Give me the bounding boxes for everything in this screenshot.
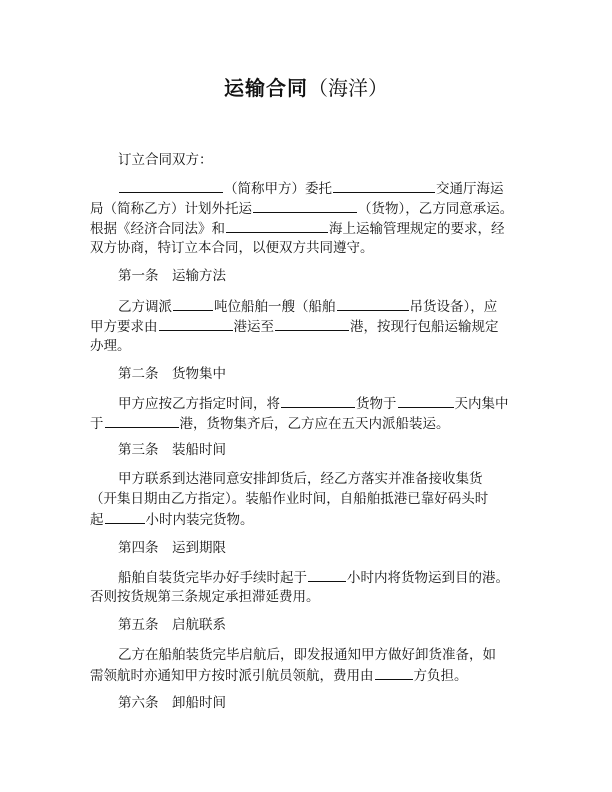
text: 海上运输管理规定的要求，经 [329,221,505,237]
article-3-heading [118,440,226,460]
title-sub: （海洋） [308,76,388,100]
intro-line [118,150,213,170]
article-2-heading [118,364,226,384]
document-title [0,76,612,100]
text: 根据《经济合同法》和 [90,221,225,237]
art3-line2 [90,489,488,509]
text: 天内集中 [454,396,509,412]
article-5-heading [118,615,226,635]
intro-text: 订立合同双方： [118,152,213,168]
blank-entrust [333,178,435,193]
p1-line2 [90,198,513,219]
art1-line2 [90,316,499,337]
blank-goods [253,198,357,213]
p1-line3 [90,218,505,239]
text: 需领航时亦通知甲方按时派引航员领航，费用由 [90,668,374,684]
heading-text: 第二条 货物集中 [118,366,226,382]
text: 乙方在船舶装货完毕启航后，即发报通知甲方做好卸货准备，如 [118,647,496,663]
heading-text: 第四条 运到期限 [118,540,226,556]
text: 吊货设备），应 [409,299,498,315]
text: 起 [90,512,104,528]
text: 港运至 [233,319,274,335]
blank-port [105,413,179,428]
blank-ship [337,296,409,311]
blank-days [398,393,454,408]
blank-hours [105,509,145,524]
text: 港，货物集齐后，乙方应在五天内派船装运。 [179,416,450,432]
text: （开集日期由乙方指定）。装船作业时间，自船舶抵港已靠好码头时 [90,491,489,507]
text: 小时内将货物运到目的港。 [347,570,509,586]
text: 办理。 [90,338,131,354]
text: （货物），乙方同意承运。 [358,201,514,217]
art2-line1 [118,393,509,414]
text: 乙方调派 [118,299,172,315]
blank-regulation [226,218,328,233]
art1-line3 [90,336,131,356]
art5-line2 [90,665,468,686]
blank-payer [375,665,413,680]
art3-line3 [90,509,254,530]
art4-line2 [90,587,320,607]
p1-line4 [90,238,374,258]
art5-line1 [118,645,496,665]
blank-party-a [119,178,223,193]
text: （简称甲方）委托 [224,181,332,197]
heading-text: 第一条 运输方法 [118,268,226,284]
article-4-heading [118,538,226,558]
heading-text: 第三条 装船时间 [118,442,226,458]
text: 方负担。 [413,668,468,684]
blank-cargo [281,393,355,408]
text: 交通厅海运 [436,181,504,197]
art3-line1 [118,469,483,489]
text: 甲方联系到达港同意安排卸货后，经乙方落实并准备接收集货 [118,471,483,487]
text: 甲方要求由 [90,319,158,335]
article-6-heading [118,693,226,713]
title-main: 运输合同 [224,76,308,100]
art1-line1 [118,296,497,317]
text: 港，按现行包船运输规定 [350,319,499,335]
blank-dest-port [275,316,349,331]
text: 货物于 [356,396,397,412]
article-1-heading [118,266,226,286]
text: 甲方应按乙方指定时间，将 [118,396,280,412]
heading-text: 第五条 启航联系 [118,617,226,633]
art2-line2 [90,413,450,434]
blank-tonnage [173,296,213,311]
text: 否则按货规第三条规定承担滞延费用。 [90,589,320,605]
art4-line1 [118,567,509,588]
heading-text: 第六条 卸船时间 [118,695,226,711]
text: 局（简称乙方）计划外托运 [90,201,252,217]
text: 于 [90,416,104,432]
text: 双方协商，特订立本合同，以便双方共同遵守。 [90,240,374,256]
text: 吨位船舶一艘（船舶 [214,299,336,315]
blank-origin-port [159,316,233,331]
p1-line1 [118,178,504,199]
blank-transit-hours [308,567,346,582]
text: 船舶自装货完毕办好手续时起于 [118,570,307,586]
text: 小时内装完货物。 [145,512,254,528]
